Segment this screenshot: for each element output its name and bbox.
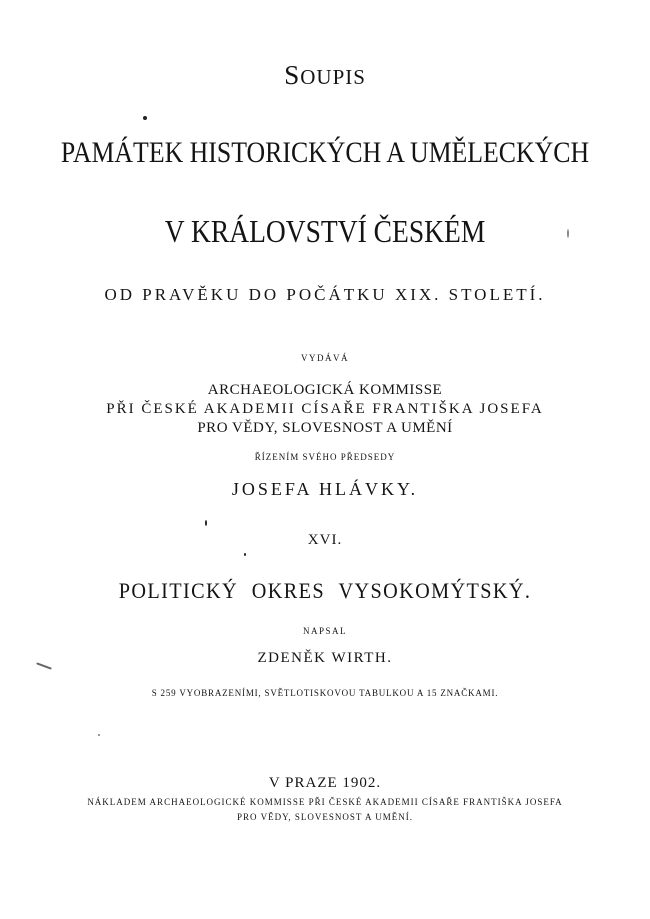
series-title-rest: OUPIS [300,65,366,89]
district-title: POLITICKÝ OKRES VYSOKOMÝTSKÝ. [118,578,532,603]
imprint-place-year: V PRAZE 1902. [268,775,382,791]
imprint-publisher-line1: NÁKLADEM ARCHAEOLOGICKÉ KOMMISSE PŘI ČESKÉ AKADEMII CÍSAŘE FRANTIŠKA JOSEFA [87,797,563,807]
publisher-line2: PŘI ČESKÉ AKADEMII CÍSAŘE FRANTIŠKA JOSEFA [106,401,544,417]
volume-number: XVI. [307,532,343,548]
issued-by-label: VYDÁVÁ [301,353,349,363]
scan-speck [143,116,147,120]
author-prefix: NAPSAL [302,626,347,636]
illustrations-note: S 259 VYOBRAZENÍMI, SVĚTLOTISKOVOU TABULKOU A 15 ZNAČKAMI. [151,688,499,698]
scan-speck [567,229,569,238]
main-title-line1: PAMÁTEK HISTORICKÝCH A UMĚLECKÝCH [60,136,590,169]
author-name: ZDENĚK WIRTH. [257,650,393,666]
imprint-publisher-line2: PRO VĚDY, SLOVESNOST A UMĚNÍ. [236,812,414,822]
series-title-initial: S [284,60,301,90]
direction-label: ŘÍZENÍM SVÉHO PŘEDSEDY [254,452,396,462]
scan-speck [205,520,207,526]
main-title-line2: V KRÁLOVSTVÍ ČESKÉM [164,213,486,249]
series-title [0,62,650,89]
scan-speck [244,553,246,556]
scan-speck [98,734,100,736]
publisher-line1: ARCHAEOLOGICKÁ KOMMISSE [207,382,443,398]
subtitle: OD PRAVĚKU DO POČÁTKU XIX. STOLETÍ. [104,285,546,304]
chairman-name: JOSEFA HLÁVKY. [231,479,419,499]
publisher-line3: PRO VĚDY, SLOVESNOST A UMĚNÍ [197,420,453,436]
